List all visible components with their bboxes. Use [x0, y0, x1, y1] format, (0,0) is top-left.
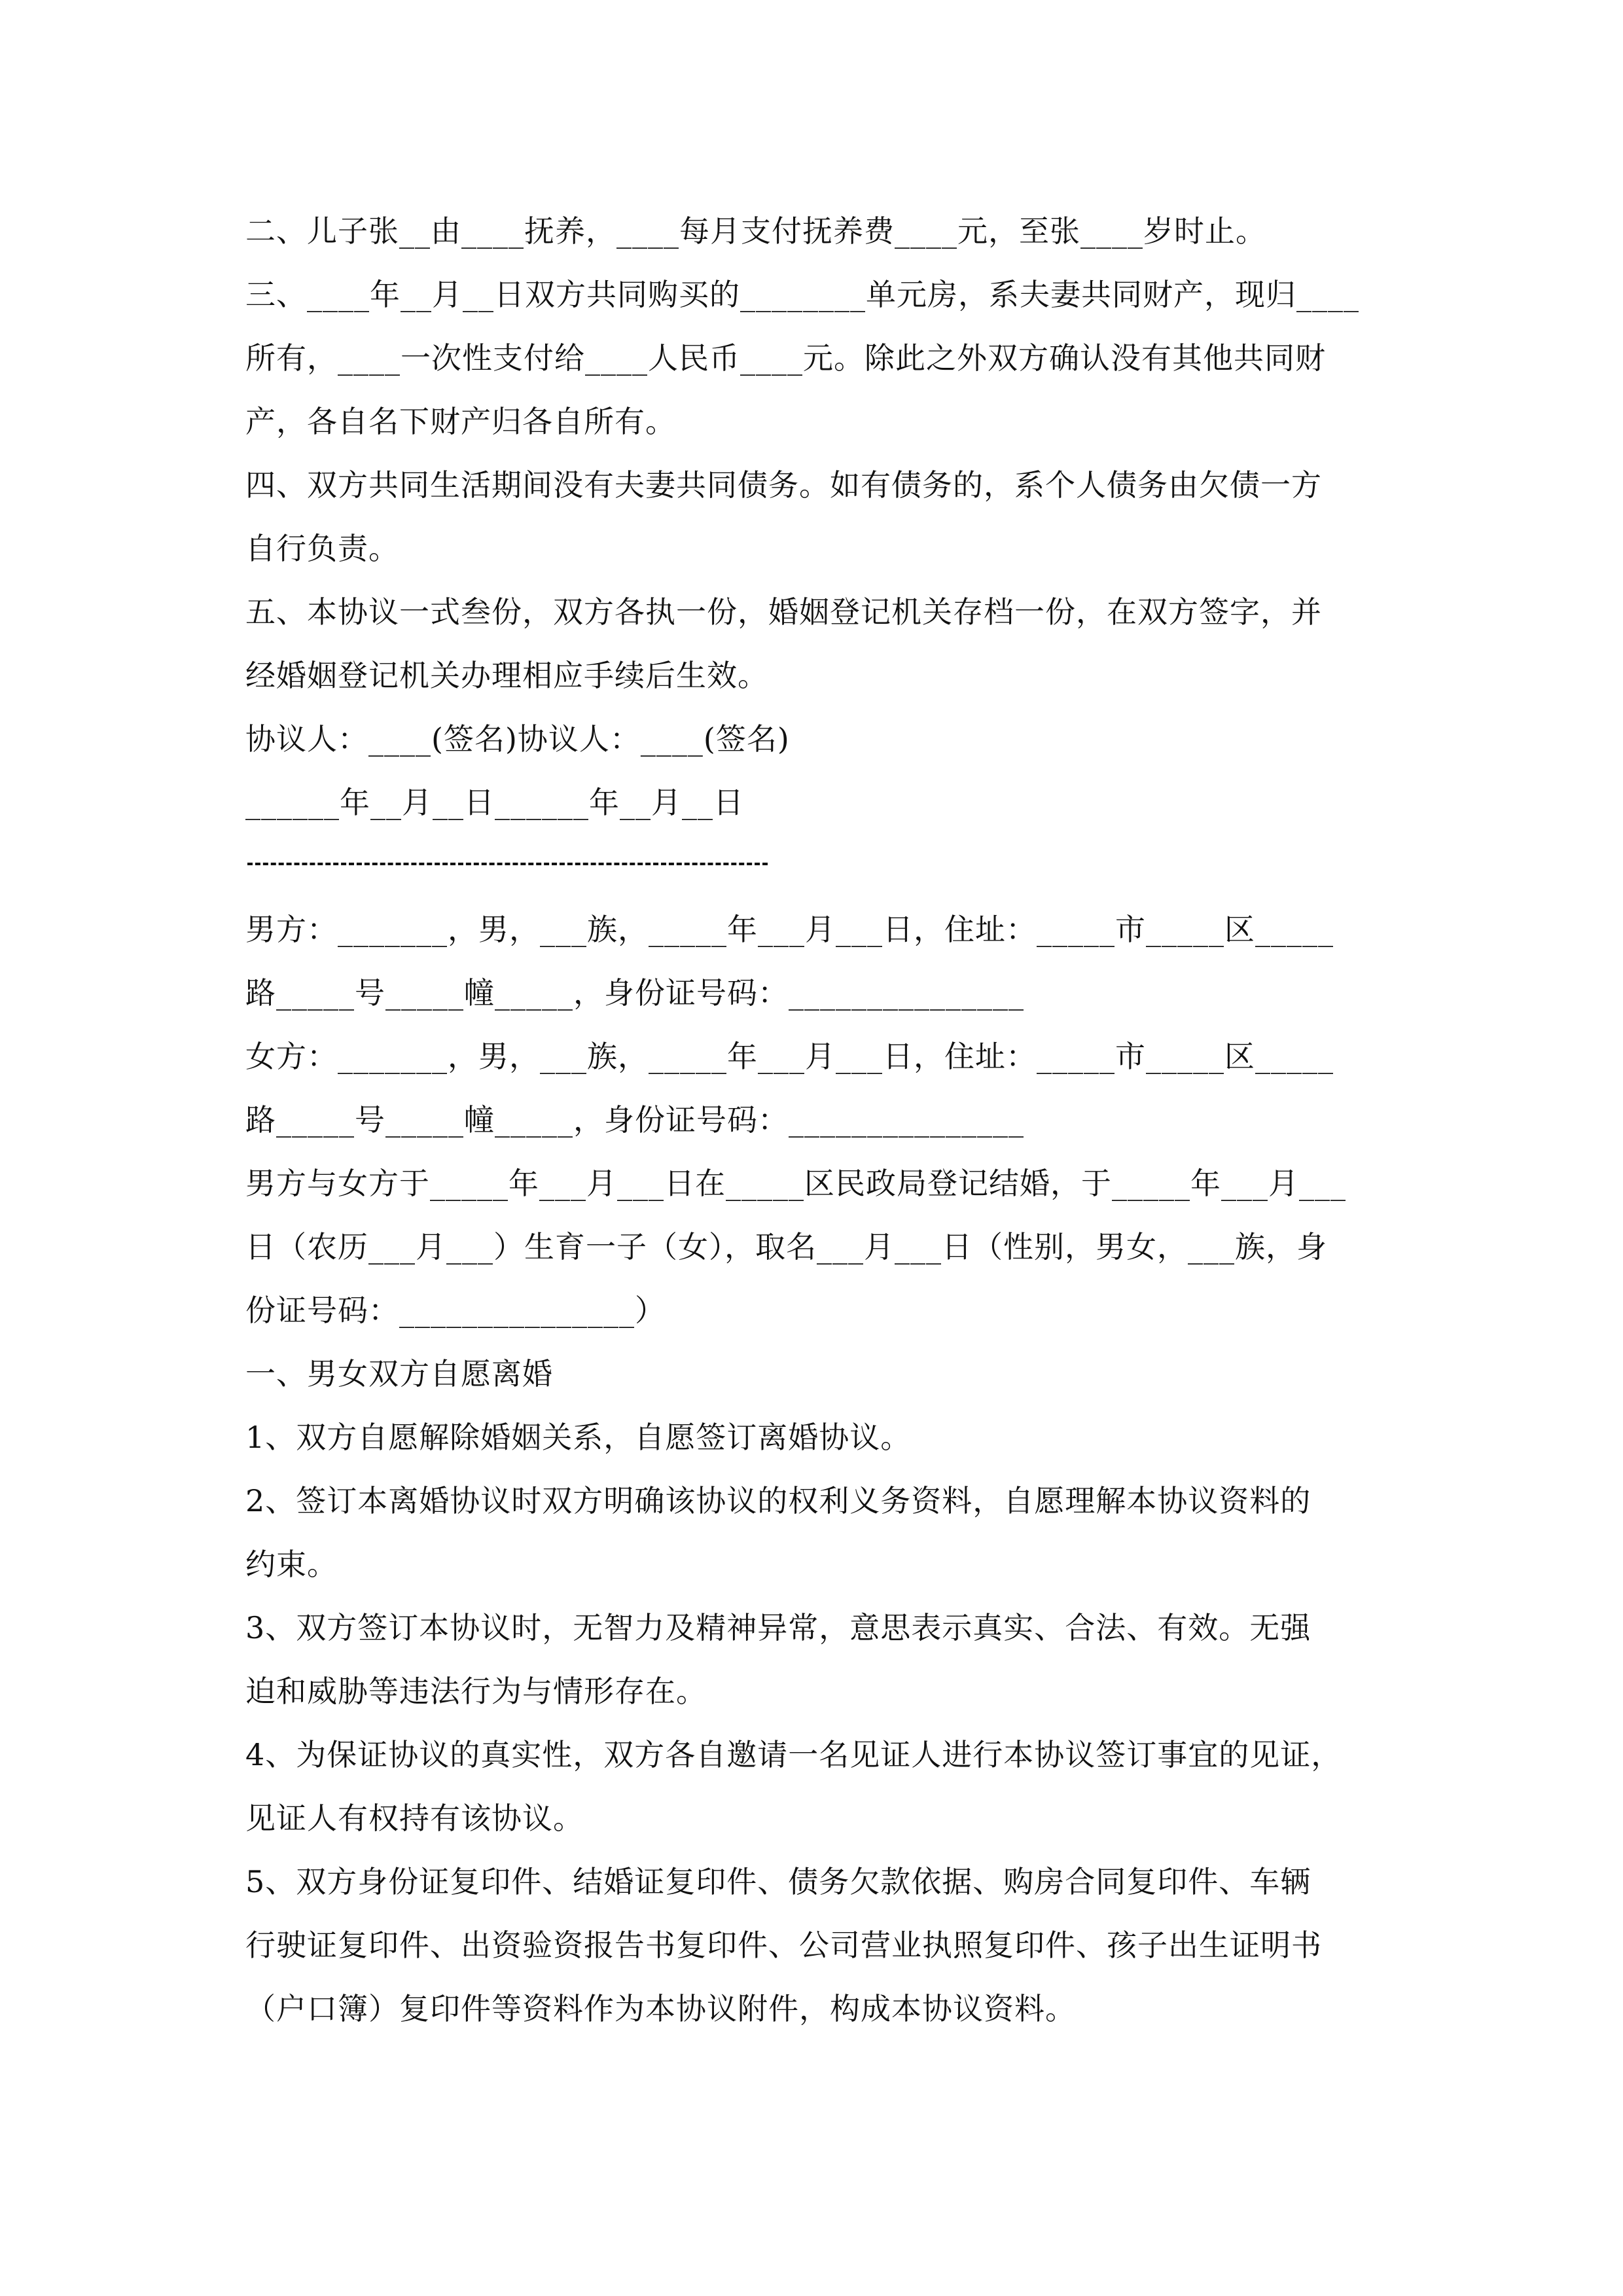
husband-info-line-1: 男方：_______，男，___族，_____年___月___日，住址：_____市_____区_____	[245, 912, 1334, 947]
clause-3-property-line-3: 产，各自名下财产归各自所有。	[245, 404, 676, 439]
marriage-info-line-3: 份证号码：_______________）	[245, 1293, 666, 1328]
item-2-line-1: 2、签订本离婚协议时双方明确该协议的权利义务资料，自愿理解本协议资料的	[245, 1483, 1311, 1518]
section-1-heading: 一、男女双方自愿离婚	[245, 1356, 553, 1391]
clause-4-debt-line-1: 四、双方共同生活期间没有夫妻共同债务。如有债务的，系个人债务由欠债一方	[245, 467, 1322, 503]
clause-5-copies-line-2: 经婚姻登记机关办理相应手续后生效。	[245, 658, 768, 693]
marriage-info-line-2: 日（农历___月___）生育一子（女），取名___月___日（性别，男女，___族，身	[245, 1229, 1327, 1265]
husband-info-line-2: 路_____号_____幢_____，身份证号码：_______________	[245, 975, 1024, 1011]
clause-3-property-line-2: 所有，____一次性支付给____人民币____元。除此之外双方确认没有其他共同财	[245, 340, 1326, 376]
item-2-line-2: 约束。	[245, 1547, 338, 1582]
clause-2-custody: 二、儿子张__由____抚养，____每月支付抚养费____元，至张____岁时止。	[245, 213, 1266, 249]
signature-date-line: ______年__月__日______年__月__日	[245, 785, 744, 820]
clause-4-debt-line-2: 自行负责。	[245, 531, 399, 566]
item-5-line-2: 行驶证复印件、出资验资报告书复印件、公司营业执照复印件、孩子出生证明书	[245, 1928, 1322, 1963]
signature-line: 协议人：____(签名)协议人：____(签名)	[245, 721, 790, 757]
item-5-line-1: 5、双方身份证复印件、结婚证复印件、债务欠款依据、购房合同复印件、车辆	[245, 1864, 1311, 1899]
item-4-line-1: 4、为保证协议的真实性，双方各自邀请一名见证人进行本协议签订事宜的见证，	[245, 1737, 1342, 1772]
item-4-line-2: 见证人有权持有该协议。	[245, 1801, 584, 1836]
wife-info-line-1: 女方：_______，男，___族，_____年___月___日，住址：_____市_____区_____	[245, 1039, 1334, 1074]
marriage-info-line-1: 男方与女方于_____年___月___日在_____区民政局登记结婚，于_____年___月___	[245, 1166, 1346, 1201]
item-3-line-2: 迫和威胁等违法行为与情形存在。	[245, 1674, 707, 1709]
clause-3-property-line-1: 三、____年__月__日双方共同购买的________单元房，系夫妻共同财产，现归____	[245, 277, 1359, 312]
section-divider	[247, 863, 768, 865]
item-3-line-1: 3、双方签订本协议时，无智力及精神异常，意思表示真实、合法、有效。无强	[245, 1610, 1311, 1645]
wife-info-line-2: 路_____号_____幢_____，身份证号码：_______________	[245, 1102, 1024, 1138]
item-1: 1、双方自愿解除婚姻关系，自愿签订离婚协议。	[245, 1420, 912, 1455]
item-5-line-3: （户口簿）复印件等资料作为本协议附件，构成本协议资料。	[245, 1991, 1076, 2026]
clause-5-copies-line-1: 五、本协议一式叁份，双方各执一份，婚姻登记机关存档一份，在双方签字，并	[245, 594, 1322, 630]
